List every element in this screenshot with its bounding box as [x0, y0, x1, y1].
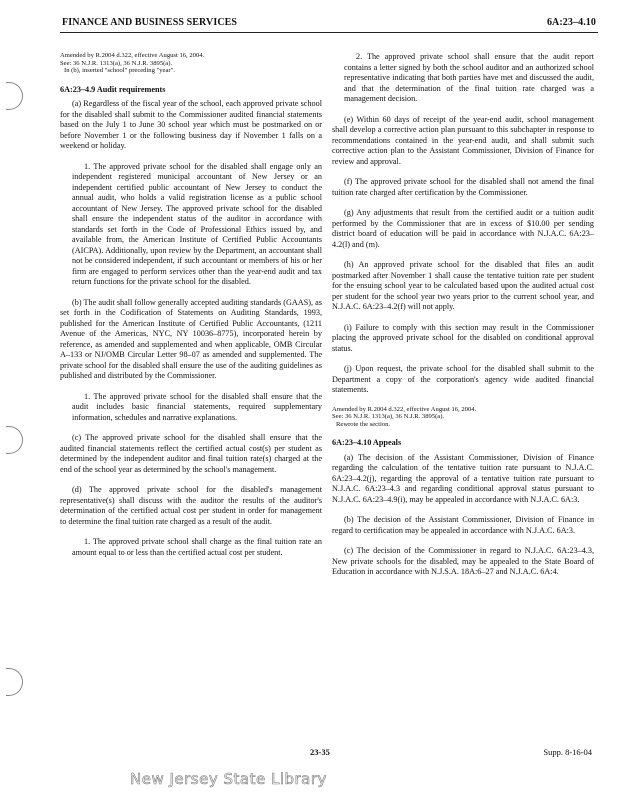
history-note-line: Amended by R.2004 d.322, effective August 16, 2004.: [332, 405, 477, 413]
paragraph-b: (b) The audit shall follow generally accepted auditing standards (GAAS), as set forth in the Codification of Statements on Auditing Standards, 1993, published for the American Institute of Certified Public Accountants, (1211 Avenue of the Americas, NYC, NY 10036–8775), incorporated herein by reference, as amended and supplemented and when applicable, OMB Circular A–133 or NJ/OMB Circular Letter 98–07 as amended and supplemented. The private school for the disabled shall ensure the use of the auditing guidelines as published and distributed by the Commissioner.: [60, 297, 322, 381]
left-column: [60, 52, 322, 568]
running-header-title: FINANCE AND BUSINESS SERVICES: [62, 17, 238, 28]
running-header-section: 6A:23–4.10: [546, 17, 596, 28]
history-note-line: Rewrote the section.: [336, 420, 391, 428]
binder-hole-middle: [6, 426, 23, 454]
paragraph-f: (f) The approved private school for the disabled shall not amend the final tuition rate charged after certification by the Commissioner.: [332, 177, 594, 197]
paragraph-a: (a) Regardless of the fiscal year of the school, each approved private school for the disabled shall submit to the Commissioner audited financial statements based on the July 1 to June 30 school year which must be postmarked on or before November 1 or the following business day if November 1 falls on a weekend or holiday.: [60, 99, 322, 151]
paragraph-i: (i) Failure to comply with this section may result in the Commissioner placing the approved private school for the disabled on conditional approval status.: [332, 322, 594, 353]
history-note-line: In (b), inserted "school" preceding "year".: [64, 67, 175, 75]
paragraph-b1: 1. The approved private school for the disabled shall ensure that the audit includes basic financial statements, required supplementary information, schedules and narrative explanations.: [72, 391, 322, 422]
paragraph-a1: 1. The approved private school for the disabled shall engage only an independent registered municipal accountant of New Jersey or an independent certified public accountant of New Jersey to conduct the annual audit, who holds a valid registration license as a public school accountant of New Jersey. The approved private school for the disabled shall ensure the independent status of the auditor in accordance with standards set forth in the Code of Professional Ethics issued by, and available from, the American Institute of Certified Public Accountants (AICPA). Additionally, upon review by the Department, an accountant shall not be considered independent, if such accountant or members of his or her firm are engaged to perform services other than the year-end audit and tax return functions for the private school for the disabled.: [72, 161, 322, 287]
paragraph-d: (d) The approved private school for the disabled's management representative(s) shall discuss with the auditor the results of the auditor's determination of the certified actual cost per student in order for management to determine the final tuition rate charged as a result of the audit.: [60, 485, 322, 526]
paragraph-e: (e) Within 60 days of receipt of the year-end audit, school management shall develop a corrective action plan pursuant to this subchapter in response to recommendations contained in the year-end audit, and shall submit such corrective action plan to the Assistant Commissioner, Division of Finance for review and approval.: [332, 114, 594, 166]
history-note: [332, 406, 594, 429]
paragraph-c: (c) The approved private school for the disabled shall ensure that the audited financial statements reflect the certified actual cost(s) per student as determined by the independent auditor and final tuition rate(s) charged at the end of the school year as determined by the school's management.: [60, 433, 322, 474]
paragraph-h: (h) An approved private school for the disabled that files an audit postmarked after November 1 shall cause the tentative tuition rate per student for the ensuing school year to be calculated based upon the audited actual cost per student for the school year two years prior to the current school year, and N.J.A.C. 6A:23–4.2(f) will not apply.: [332, 260, 594, 311]
history-note-line: Amended by R.2004 d.322, effective August 16, 2004.: [60, 52, 205, 59]
paragraph-b: (b) The decision of the Assistant Commissioner, Division of Finance in regard to certification may be appealed in accordance with N.J.A.C. 6A:3.: [332, 515, 594, 535]
supplement-date: Supp. 8-16-04: [543, 747, 592, 757]
paragraph-c: (c) The decision of the Commissioner in regard to N.J.A.C. 6A:23–4.3, New private schools for the disabled, may be appealed to the State Board of Education in accordance with N.J.S.A. 18A:6–27 and N.J.A.C. 6A:4.: [332, 546, 594, 577]
paragraph-a: (a) The decision of the Assistant Commissioner, Division of Finance regarding the calculation of the tentative tuition rate pursuant to N.J.A.C. 6A:23–4.2(j), regarding the approval of a tentative tuition rate pursuant to N.J.A.C. 6A:23–4.3 and regarding conditional approval status pursuant to N.J.A.C. 6A:23–4.9(i), may be appealed in accordance with N.J.A.C. 6A:3.: [332, 452, 594, 504]
header-rule: [60, 32, 598, 33]
right-column: [332, 52, 594, 588]
paragraph-d2: 2. The approved private school shall ensure that the audit report contains a letter signed by both the school auditor and an authorized school representative indicating that both parties have met and discussed the audit, and that the determination of the final tuition rate charged was a management decision.: [344, 52, 594, 103]
history-note-line: See: 36 N.J.R. 1313(a), 36 N.J.R. 3895(a).: [60, 59, 173, 67]
binder-hole-bottom: [6, 668, 23, 696]
page-number: 23-35: [310, 747, 330, 757]
history-note-line: See: 36 N.J.R. 1313(a), 36 N.J.R. 3895(a).: [332, 413, 445, 421]
paragraph-g: (g) Any adjustments that result from the certified audit or a tuition audit performed by the Commissioner that are in excess of $10.00 per sending district board of education will be paid in accordance with N.J.A.C. 6A:23–4.2(l) and (m).: [332, 208, 594, 249]
paragraph-j: (j) Upon request, the private school for the disabled shall submit to the Department a copy of the corporation's agency wide audited financial statements.: [332, 364, 594, 394]
section-heading: 6A:23–4.10 Appeals: [332, 438, 402, 448]
history-note: [60, 52, 322, 75]
library-watermark: New Jersey State Library: [130, 770, 327, 788]
paragraph-d1: 1. The approved private school shall charge as the final tuition rate an amount equal to or less than the certified actual cost per student.: [72, 537, 322, 557]
section-heading: 6A:23–4.9 Audit requirements: [60, 84, 166, 94]
binder-hole-top: [6, 82, 23, 110]
